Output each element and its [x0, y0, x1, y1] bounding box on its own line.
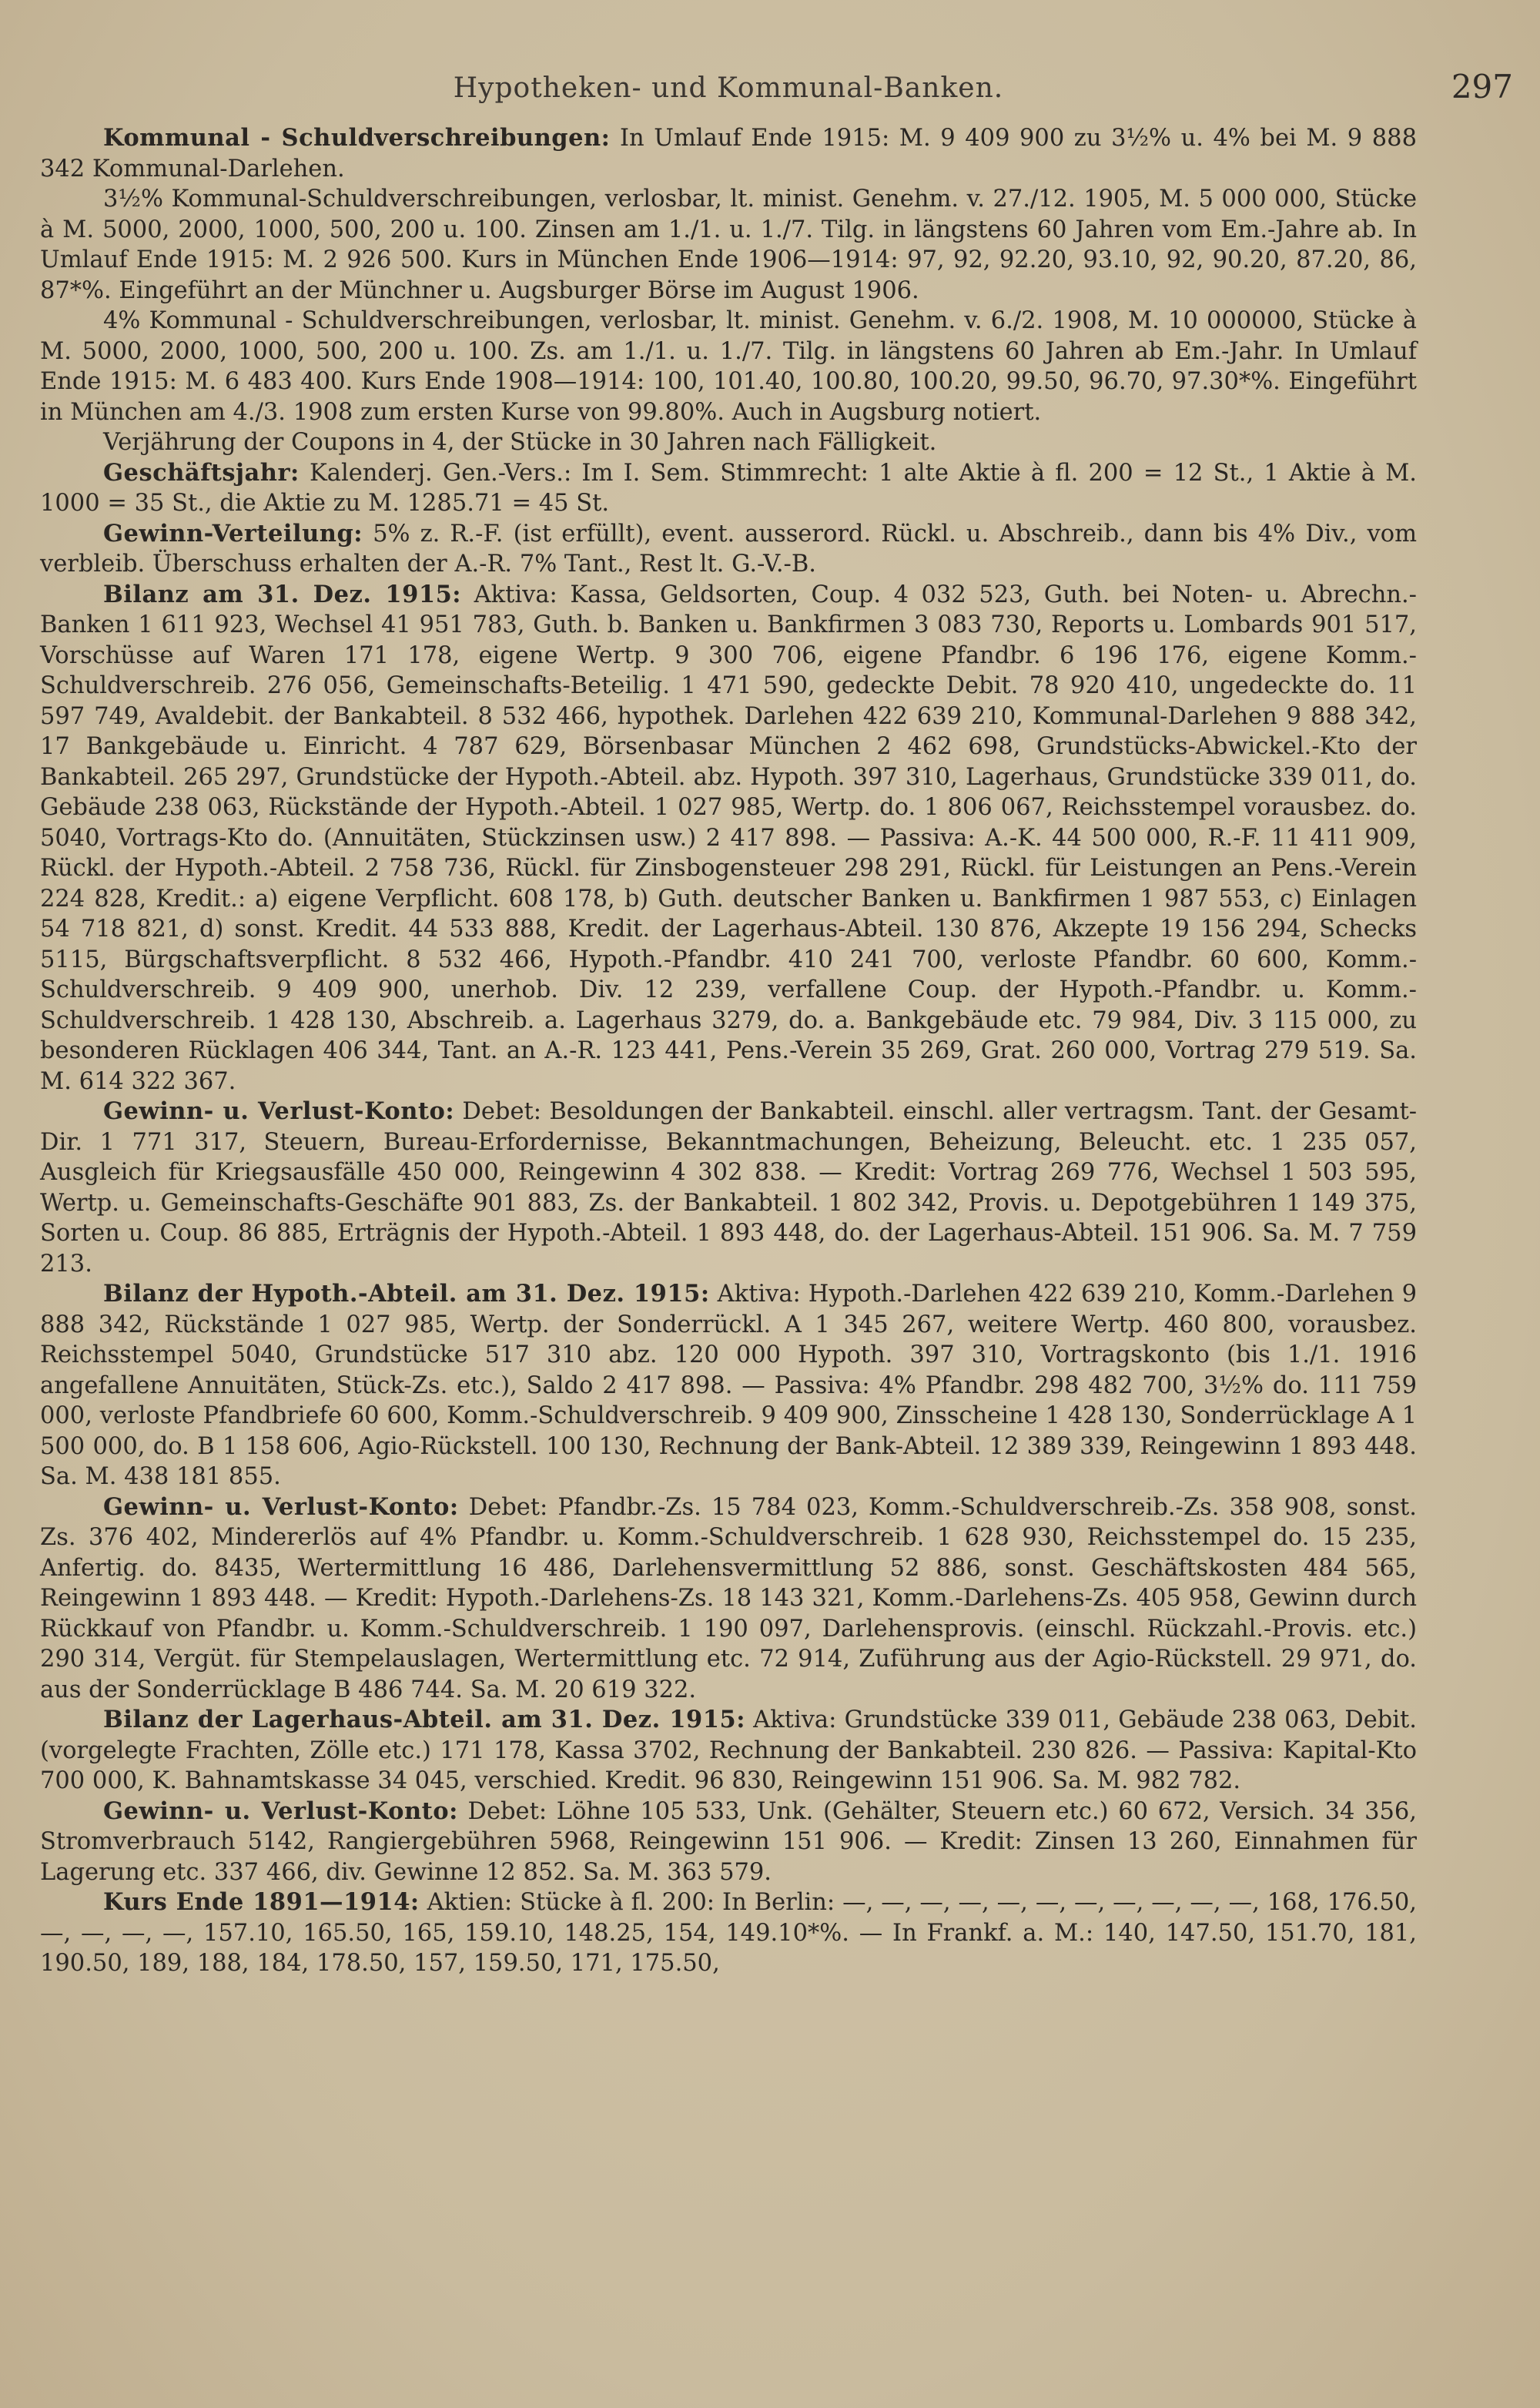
paragraph-lead: Gewinn-Verteilung: [103, 519, 363, 548]
paragraph-lead: Gewinn- u. Verlust-Konto: [103, 1797, 458, 1825]
paragraph [40, 1705, 1417, 1797]
paragraph-lead: Bilanz der Lagerhaus-Abteil. am 31. Dez. 1915: [103, 1706, 745, 1733]
paragraph-text: Aktien: Stücke à fl. 200: In Berlin: —, —, —, —, —, —, —, —, —, —, —, 168, 176.50, —, —, —, —, 157.10, 165.50, 165, 159.10, 148.25, 154, 149.10*%. — In Frankf. a. M.: 140, 147.50, 151.70, 181, 190.50, 189, 188, 184, 178.50, 157, 159.50, 171, 175.50, [40, 1889, 1417, 1977]
running-head [40, 62, 1513, 123]
paragraph-lead: Bilanz am 31. Dez. 1915: [103, 580, 462, 608]
paragraph [40, 1279, 1417, 1492]
paragraph [40, 1097, 1417, 1279]
paragraph-text: Aktiva: Hypoth.-Darlehen 422 639 210, Komm.-Darlehen 9 888 342, Rückstände 1 027 985, Wertp. der Sonderrückl. A 1 345 267, weitere Wertp. 460 800, vorausbez. Reichsstempel 5040, Grundstücke 517 310 abz. 120 000 Hypoth. 397 310, Vortragskonto (bis 1./1. 1916 angefallene Annuitäten, Stück-Zs. etc.), Saldo 2 417 898. — Passiva: 4% Pfandbr. 298 482 700, 3½% do. 111 759 000, verloste Pfandbriefe 60 600, Komm.-Schuldverschreib. 9 409 900, Zinsscheine 1 428 130, Sonderrücklage A 1 500 000, do. B 1 158 606, Agio-Rückstell. 100 130, Rechnung der Bank-Abteil. 12 389 339, Reingewinn 1 893 448. Sa. M. 438 181 855. [40, 1281, 1417, 1490]
paragraph [40, 580, 1417, 1097]
paragraph-text: Debet: Löhne 105 533, Unk. (Gehälter, Steuern etc.) 60 672, Versich. 34 356, Stromverbrauch 5142, Rangiergebühren 5968, Reingewinn 151 906. — Kredit: Zinsen 13 260, Einnahmen für Lagerung etc. 337 466, div. Gewinne 12 852. Sa. M. 363 579. [40, 1797, 1417, 1886]
paragraph-text: In Umlauf Ende 1915: M. 9 409 900 zu 3½% u. 4% bei M. 9 888 342 Kommunal-Darlehen. [40, 125, 1417, 183]
page-number: 297 [1451, 68, 1513, 105]
paragraph-text: Kalenderj. Gen.-Vers.: Im I. Sem. Stimmrecht: 1 alte Aktie à fl. 200 = 12 St., 1 Aktie à M. 1000 = 35 St., die Aktie zu M. 1285.71 = 45 St. [40, 459, 1417, 517]
paragraph-text: Verjährung der Coupons in 4, der Stücke in 30 Jahren nach Fälligkeit. [103, 429, 937, 456]
paragraph-text: 3½% Kommunal-Schuldverschreibungen, verlosbar, lt. minist. Genehm. v. 27./12. 1905, M. 5 000 000, Stücke à M. 5000, 2000, 1000, 500, 200 u. 100. Zinsen am 1./1. u. 1./7. Tilg. in längstens 60 Jahren vom Em.-Jahre ab. In Umlauf Ende 1915: M. 2 926 500. Kurs in München Ende 1906—1914: 97, 92, 92.20, 93.10, 92, 90.20, 87.20, 86, 87*%. Eingeführt an der Münchner u. Augsburger Börse im August 1906. [40, 186, 1417, 304]
paragraph [40, 184, 1417, 306]
paragraph-text: Aktiva: Kassa, Geldsorten, Coup. 4 032 523, Guth. bei Noten- u. Abrechn.-Banken 1 611 923, Wechsel 41 951 783, Guth. b. Banken u. Bankfirmen 3 083 730, Reports u. Lombards 901 517, Vorschüsse auf Waren 171 178, eigene Wertp. 9 300 706, eigene Pfandbr. 6 196 176, eigene Komm.-Schuldverschreib. 276 056, Gemeinschafts-Beteilig. 1 471 590, gedeckte Debit. 78 920 410, ungedeckte do. 11 597 749, Avaldebit. der Bankabteil. 8 532 466, hypothek. Darlehen 422 639 210, Kommunal-Darlehen 9 888 342, 17 Bankgebäude u. Einricht. 4 787 629, Börsenbasar München 2 462 698, Grundstücks-Abwickel.-Kto der Bankabteil. 265 297, Grundstücke der Hypoth.-Abteil. abz. Hypoth. 397 310, Lagerhaus, Grundstücke 339 011, do. Gebäude 238 063, Rückstände der Hypoth.-Abteil. 1 027 985, Wertp. do. 1 806 067, Reichsstempel vorausbez. do. 5040, Vortrags-Kto do. (Annuitäten, Stückzinsen usw.) 2 417 898. — Passiva: A.-K. 44 500 000, R.-F. 11 411 909, Rückl. der Hypoth.-Abteil. 2 758 736, Rückl. für Zinsbogensteuer 298 291, Rückl. für Leistungen an Pens.-Verein 224 828, Kredit.: a) eigene Verpflicht. 608 178, b) Guth. deutscher Banken u. Bankfirmen 1 987 553, c) Einlagen 54 718 821, d) sonst. Kredit. 44 533 888, Kredit. der Lagerhaus-Abteil. 130 876, Akzepte 19 156 294, Schecks 5115, Bürgschaftsverpflicht. 8 532 466, Hypoth.-Pfandbr. 410 241 700, verloste Pfandbr. 60 600, Komm.-Schuldverschreib. 9 409 900, unerhob. Div. 12 239, verfallene Coup. der Hypoth.-Pfandbr. u. Komm.-Schuldverschreib. 1 428 130, Abschreib. a. Lagerhaus 3279, do. a. Bankgebäude etc. 79 984, Div. 3 115 000, zu besonderen Rücklagen 406 344, Tant. an A.-R. 123 441, Pens.-Verein 35 269, Grat. 260 000, Vortrag 279 519. Sa. M. 614 322 367. [40, 581, 1417, 1095]
paragraph-lead: Kommunal - Schuldverschreibungen: [103, 124, 611, 152]
paragraph-lead: Kurs Ende 1891—1914: [103, 1888, 420, 1916]
paragraph-lead: Geschäftsjahr: [103, 458, 300, 487]
paragraph-lead: Bilanz der Hypoth.-Abteil. am 31. Dez. 1915: [103, 1280, 710, 1308]
paragraph-text: 5% z. R.-F. (ist erfüllt), event. ausserord. Rückl. u. Abschreib., dann bis 4% Div., vom verbleib. Überschuss erhalten der A.-R. 7% Tant., Rest lt. G.-V.-B. [40, 520, 1417, 578]
paragraph-text: Debet: Besoldungen der Bankabteil. einschl. aller vertragsm. Tant. der Gesamt-Dir. 1 771 317, Steuern, Bureau-Erfordernisse, Bekanntmachungen, Beheizung, Beleucht. etc. 1 235 057, Ausgleich für Kriegsausfälle 450 000, Reingewinn 4 302 838. — Kredit: Vortrag 269 776, Wechsel 1 503 595, Wertp. u. Gemeinschafts-Geschäfte 901 883, Zs. der Bankabteil. 1 802 342, Provis. u. Depotgebühren 1 149 375, Sorten u. Coup. 86 885, Erträgnis der Hypoth.-Abteil. 1 893 448, do. der Lagerhaus-Abteil. 151 906. Sa. M. 7 759 213. [40, 1098, 1418, 1278]
document-body [40, 123, 1417, 1979]
paragraph-lead: Gewinn- u. Verlust-Konto: [103, 1097, 455, 1125]
paragraph-lead: Gewinn- u. Verlust-Konto: [103, 1492, 459, 1521]
paragraph [40, 1887, 1417, 1979]
paragraph [40, 123, 1417, 184]
running-title: Hypotheken- und Kommunal-Banken. [453, 72, 1004, 104]
paragraph [40, 427, 1417, 458]
paragraph-text: 4% Kommunal - Schuldverschreibungen, verlosbar, lt. minist. Genehm. v. 6./2. 1908, M. 10 000000, Stücke à M. 5000, 2000, 1000, 500, 200 u. 100. Zs. am 1./1. u. 1./7. Tilg. in längstens 60 Jahren ab Em.-Jahr. In Umlauf Ende 1915: M. 6 483 400. Kurs Ende 1908—1914: 100, 101.40, 100.80, 100.20, 99.50, 96.70, 97.30*%. Eingeführt in München am 4./3. 1908 zum ersten Kurse von 99.80%. Auch in Augsburg notiert. [40, 307, 1417, 426]
paragraph-text: Debet: Pfandbr.-Zs. 15 784 023, Komm.-Schuldverschreib.-Zs. 358 908, sonst. Zs. 376 402, Mindererlös auf 4% Pfandbr. u. Komm.-Schuldverschreib. 1 628 930, Reichsstempel do. 15 235, Anfertig. do. 8435, Wertermittlung 16 486, Darlehensvermittlung 52 886, sonst. Geschäftskosten 484 565, Reingewinn 1 893 448. — Kredit: Hypoth.-Darlehens-Zs. 18 143 321, Komm.-Darlehens-Zs. 405 958, Gewinn durch Rückkauf von Pfandbr. u. Komm.-Schuldverschreib. 1 190 097, Darlehensprovis. (einschl. Rückzahl.-Provis. etc.) 290 314, Vergüt. für Stempelauslagen, Wertermittlung etc. 72 914, Zuführung aus der Agio-Rückstell. 29 971, do. aus der Sonderrücklage B 486 744. Sa. M. 20 619 322. [40, 1493, 1417, 1703]
paragraph [40, 458, 1417, 519]
paragraph [40, 519, 1417, 580]
paragraph-text: Aktiva: Grundstücke 339 011, Gebäude 238 063, Debit. (vorgelegte Frachten, Zölle etc.) 171 178, Kassa 3702, Rechnung der Bankabteil. 230 826. — Passiva: Kapital-Kto 700 000, K. Bahnamtskasse 34 045, verschied. Kredit. 96 830, Reingewinn 151 906. Sa. M. 982 782. [40, 1706, 1417, 1794]
paragraph [40, 1492, 1417, 1706]
paragraph [40, 1797, 1417, 1888]
paragraph [40, 306, 1417, 427]
